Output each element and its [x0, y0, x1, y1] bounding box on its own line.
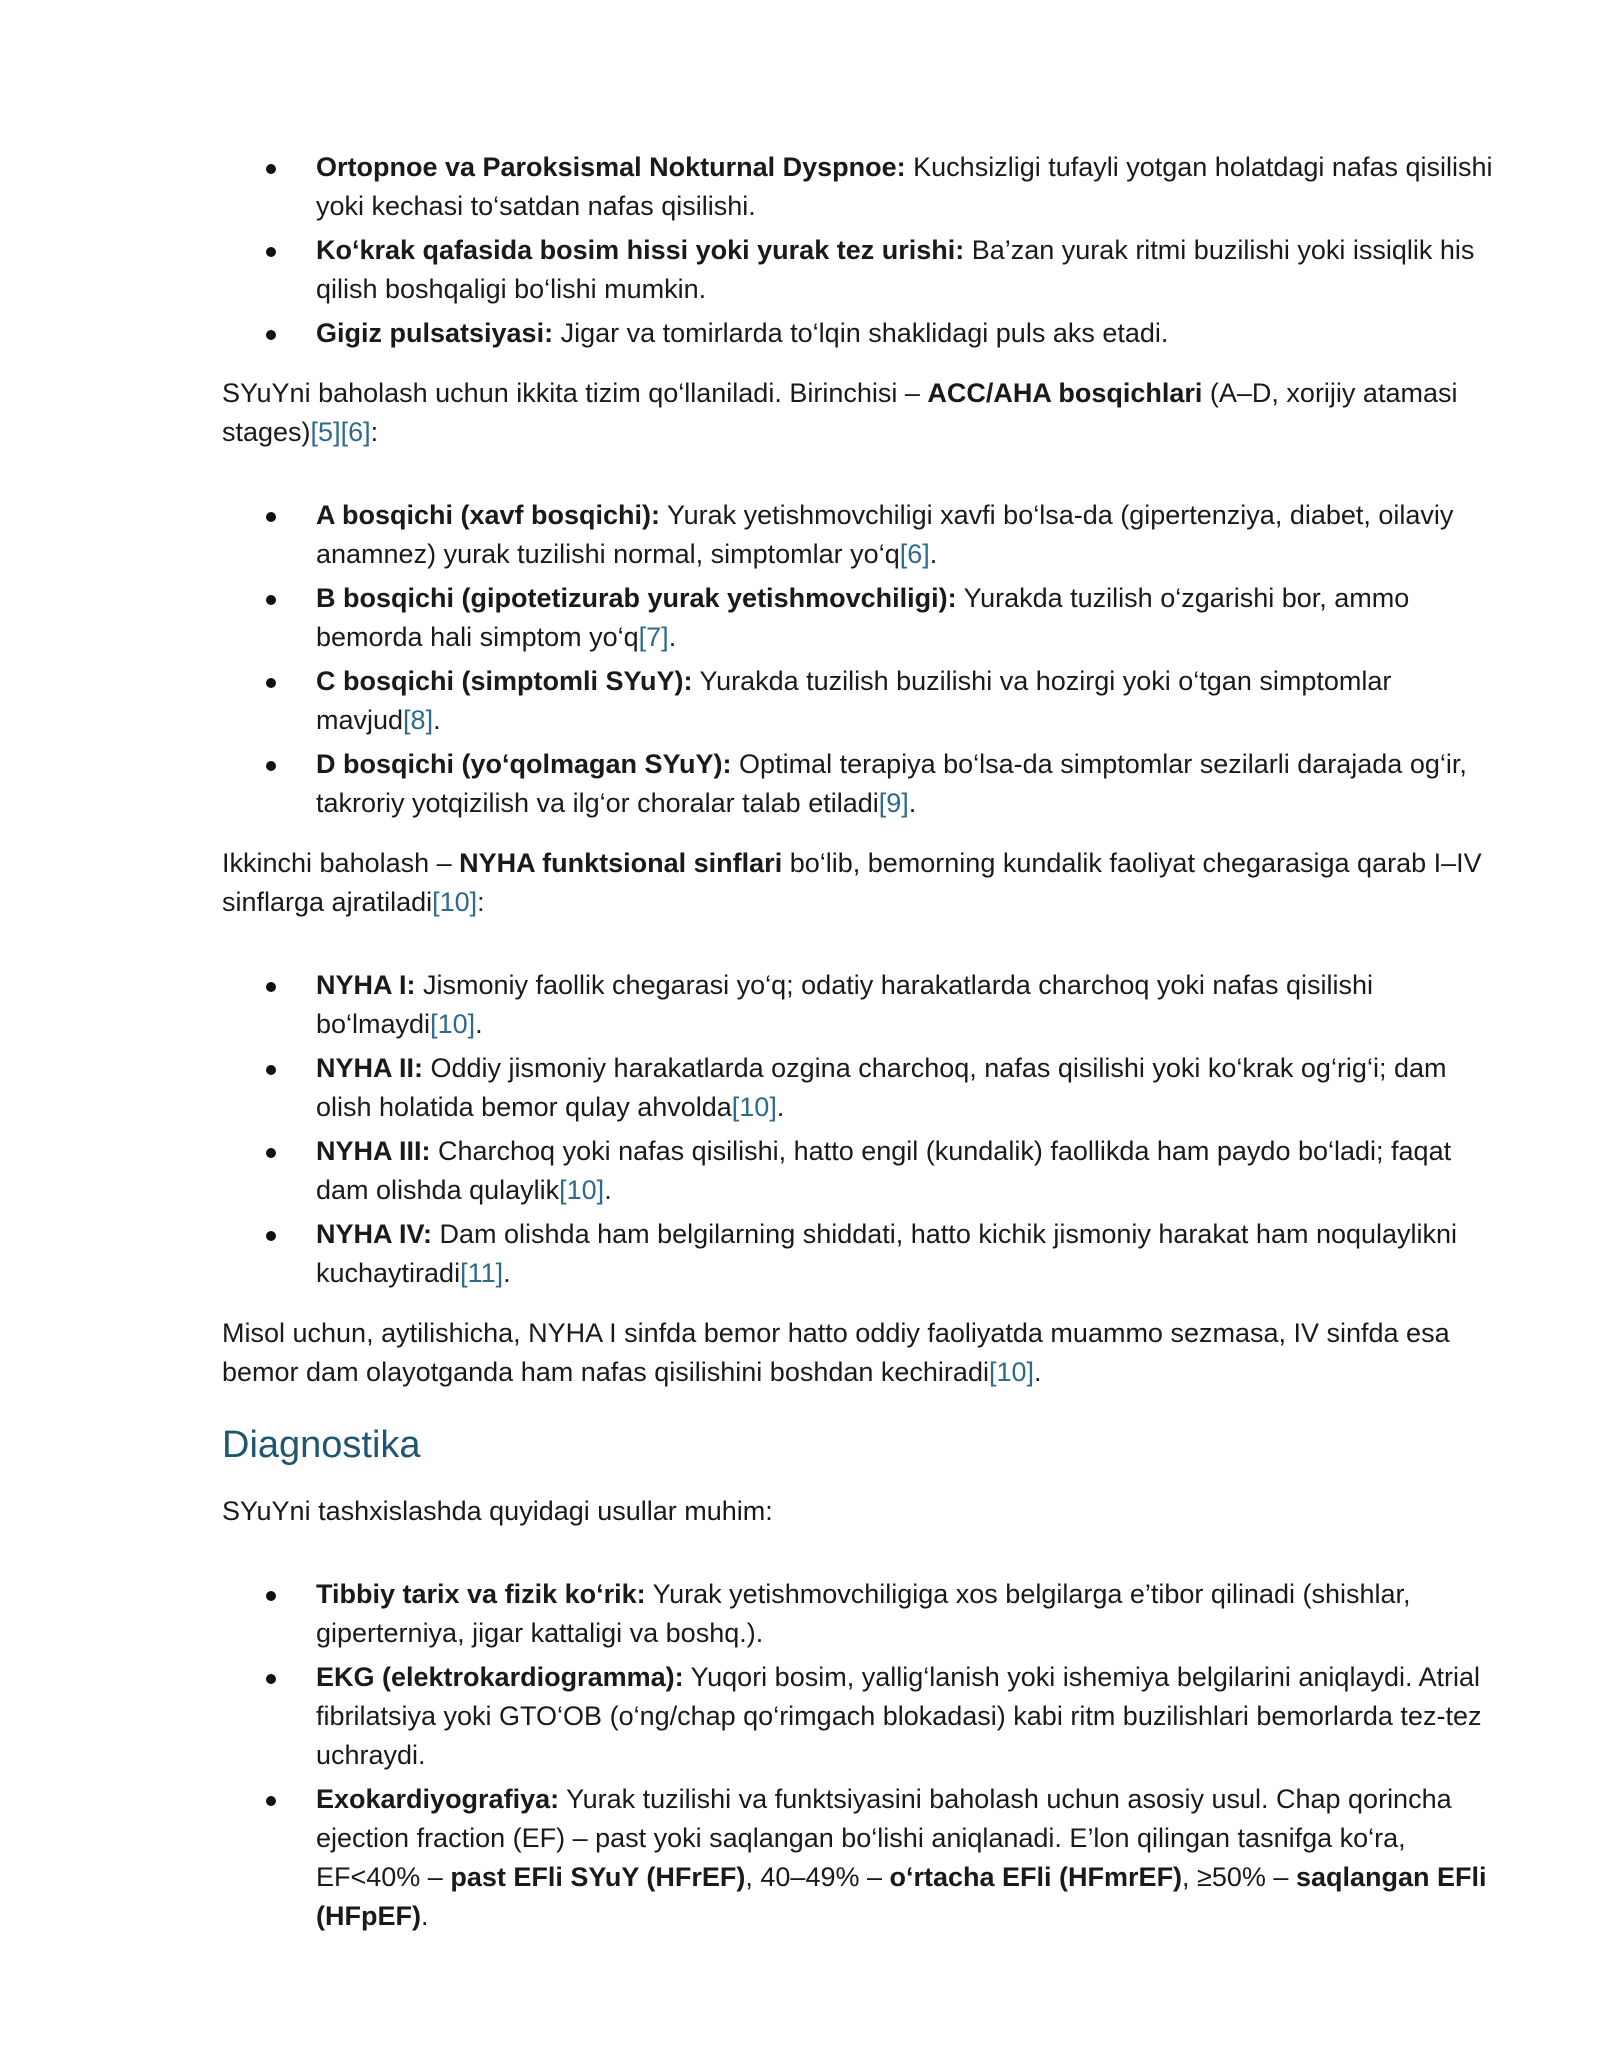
- citation-link[interactable]: [5][6]: [310, 417, 371, 447]
- list-item-term: Ko‘krak qafasida bosim hissi yoki yurak tez urishi:: [316, 235, 965, 265]
- list-item-text: .: [433, 705, 441, 735]
- list-item-text: Yurak yetishmovchiligi xavfi bo‘lsa-da (gipertenziya, diabet, oilaviy anamnez) yurak tuzilishi normal, simptomlar yo‘q: [316, 500, 1454, 569]
- citation-link[interactable]: [10]: [430, 1009, 476, 1039]
- citation-link[interactable]: [10]: [731, 1092, 777, 1122]
- list-item-term: D bosqichi (yo‘qolmagan SYuY):: [316, 749, 732, 779]
- list-item-term: NYHA IV:: [316, 1219, 433, 1249]
- list-item-text: .: [475, 1009, 483, 1039]
- bullet-icon: [266, 247, 276, 257]
- list-item-text: .: [420, 1901, 429, 1931]
- bullet-icon: [266, 1148, 276, 1158]
- citation-link[interactable]: [6]: [899, 539, 930, 569]
- list-item: [222, 1049, 1502, 1127]
- list-item-text: Optimal terapiya bo‘lsa-da simptomlar sezilarli darajada og‘ir, takroriy yotqizilish va ilg‘or choralar talab etiladi: [316, 749, 1467, 818]
- list-item-text: Charchoq yoki nafas qisilishi, hatto engil (kundalik) faollikda ham paydo bo‘ladi; faqat dam olishda qulaylik: [316, 1136, 1452, 1205]
- symptoms-list: [222, 148, 1502, 353]
- paragraph-text: bo‘lib, bemorning kundalik faoliyat chegarasiga qarab I–IV sinflarga ajratiladi: [222, 848, 1482, 917]
- list-item-text: Yuqori bosim, yallig‘lanish yoki ishemiya belgilarini aniqlaydi. Atrial fibrilatsiya yoki GTO‘OB (o‘ng/chap qo‘rimgach blokadasi) kabi ritm buzilishlari bemorlarda tez-tez uchraydi.: [316, 1662, 1482, 1770]
- list-item-term: A bosqichi (xavf bosqichi):: [316, 500, 661, 530]
- acc-aha-stages-list: [222, 496, 1502, 823]
- paragraph-text: :: [477, 887, 485, 917]
- paragraph-text: Misol uchun, aytilishicha, NYHA I sinfda bemor hatto oddiy faoliyatda muammo sezmasa, IV sinfda esa bemor dam olayotganda ham nafas qisilishini boshdan kechiradi: [222, 1318, 1450, 1387]
- citation-link[interactable]: [10]: [988, 1357, 1035, 1387]
- list-item-text: .: [604, 1175, 612, 1205]
- list-item: [222, 496, 1502, 574]
- bullet-icon: [266, 1674, 276, 1684]
- list-item-bold: past EFli SYuY (HFrEF): [450, 1862, 746, 1892]
- example-paragraph: [222, 1314, 1502, 1392]
- bullet-icon: [266, 761, 276, 771]
- paragraph-text: Ikkinchi baholash –: [222, 848, 460, 878]
- citation-link[interactable]: [7]: [638, 622, 669, 652]
- citation-link[interactable]: [10]: [432, 887, 478, 917]
- list-item-text: Jismoniy faollik chegarasi yo‘q; odatiy harakatlarda charchoq yoki nafas qisilishi bo‘lmaydi: [316, 970, 1373, 1039]
- list-item-text: , 40–49% –: [745, 1862, 890, 1892]
- paragraph-text: :: [370, 417, 379, 447]
- paragraph-text: (A–D, xorijiy atamasi stages): [222, 378, 1458, 447]
- list-item-text: Yurakda tuzilish buzilishi va hozirgi yoki o‘tgan simptomlar mavjud: [316, 666, 1392, 735]
- section-heading: Diagnostika: [222, 1424, 421, 1466]
- list-item: [222, 966, 1502, 1044]
- list-item-term: Gigiz pulsatsiyasi:: [316, 318, 554, 348]
- acc-aha-paragraph: [222, 374, 1502, 452]
- nyha-classes-list: [222, 966, 1502, 1293]
- citation-link[interactable]: [11]: [460, 1258, 504, 1288]
- bullet-icon: [266, 512, 276, 522]
- list-item: [222, 231, 1502, 309]
- list-item-term: EKG (elektrokardiogramma):: [316, 1662, 684, 1692]
- list-item: [222, 1658, 1502, 1775]
- bullet-icon: [266, 1591, 276, 1601]
- citation-link[interactable]: [9]: [878, 788, 909, 818]
- list-item: [222, 148, 1502, 226]
- bullet-icon: [266, 1065, 276, 1075]
- bullet-icon: [266, 982, 276, 992]
- list-item: [222, 314, 1502, 353]
- list-item-text: Oddiy jismoniy harakatlarda ozgina charchoq, nafas qisilishi yoki ko‘krak og‘rig‘i; dam olish holatida bemor qulay ahvolda: [316, 1053, 1447, 1122]
- list-item-text: Yurak tuzilishi va funktsiyasini baholash uchun asosiy usul. Chap qorincha ejection fraction (EF) – past yoki saqlangan bo‘lishi aniqlanadi. E’lon qilingan tasnifga ko‘ra, EF<40% –: [316, 1784, 1452, 1892]
- list-item-text: .: [668, 622, 677, 652]
- list-item-text: , ≥50% –: [1182, 1862, 1296, 1892]
- bullet-icon: [266, 1796, 276, 1806]
- diagnostics-list: [222, 1575, 1502, 1936]
- list-item-text: .: [908, 788, 917, 818]
- list-item-text: Yurak yetishmovchiligiga xos belgilarga e’tibor qilinadi (shishlar, giperterniya, jigar kattaligi va boshq.).: [316, 1579, 1411, 1648]
- list-item-bold: o‘rtacha EFli (HFmrEF): [889, 1862, 1183, 1892]
- list-item-term: NYHA II:: [316, 1053, 423, 1083]
- list-item-text: Yurakda tuzilish o‘zgarishi bor, ammo bemorda hali simptom yo‘q: [316, 583, 1410, 652]
- list-item-term: B bosqichi (gipotetizurab yurak yetishmovchiligi):: [316, 583, 957, 613]
- list-item-bold: saqlangan EFli (HFpEF): [316, 1862, 1487, 1931]
- list-item-term: Ortopnoe va Paroksismal Nokturnal Dyspnoe:: [316, 152, 906, 182]
- paragraph-bold: ACC/AHA bosqichlari: [927, 378, 1203, 408]
- paragraph-bold: NYHA funktsional sinflari: [459, 848, 783, 878]
- list-item-term: NYHA I:: [316, 970, 416, 1000]
- list-item-term: NYHA III:: [316, 1136, 431, 1166]
- list-item-text: Dam olishda ham belgilarning shiddati, hatto kichik jismoniy harakat ham noqulaylikni kuchaytiradi: [316, 1219, 1458, 1288]
- list-item: [222, 579, 1502, 657]
- list-item: [222, 1215, 1502, 1293]
- list-item-term: Tibbiy tarix va fizik ko‘rik:: [316, 1579, 646, 1609]
- bullet-icon: [266, 1231, 276, 1241]
- paragraph-text: .: [1034, 1357, 1042, 1387]
- citation-link[interactable]: [10]: [559, 1175, 605, 1205]
- list-item: [222, 662, 1502, 740]
- list-item-text: .: [776, 1092, 785, 1122]
- document-page: [222, 148, 1502, 1941]
- list-item-term: C bosqichi (simptomli SYuY):: [316, 666, 693, 696]
- list-item: [222, 745, 1502, 823]
- bullet-icon: [266, 164, 276, 174]
- diagnostics-intro: SYuYni tashxislashda quyidagi usullar muhim:: [222, 1496, 773, 1526]
- list-item-term: Exokardiyografiya:: [316, 1784, 560, 1814]
- citation-link[interactable]: [8]: [403, 705, 434, 735]
- list-item-text: .: [503, 1258, 511, 1288]
- bullet-icon: [266, 330, 276, 340]
- list-item-text: Jigar va tomirlarda to‘lqin shaklidagi puls aks etadi.: [553, 318, 1169, 348]
- bullet-icon: [266, 678, 276, 688]
- bullet-icon: [266, 595, 276, 605]
- list-item: [222, 1575, 1502, 1653]
- list-item-text: Kuchsizligi tufayli yotgan holatdagi nafas qisilishi yoki kechasi to‘satdan nafas qisilishi.: [316, 152, 1493, 221]
- paragraph-text: SYuYni baholash uchun ikkita tizim qo‘llaniladi. Birinchisi –: [222, 378, 928, 408]
- list-item-text: .: [929, 539, 938, 569]
- list-item: [222, 1780, 1502, 1936]
- nyha-paragraph: [222, 844, 1502, 922]
- list-item-text: Ba’zan yurak ritmi buzilishi yoki issiqlik his qilish boshqaligi bo‘lishi mumkin.: [316, 235, 1475, 304]
- list-item: [222, 1132, 1502, 1210]
